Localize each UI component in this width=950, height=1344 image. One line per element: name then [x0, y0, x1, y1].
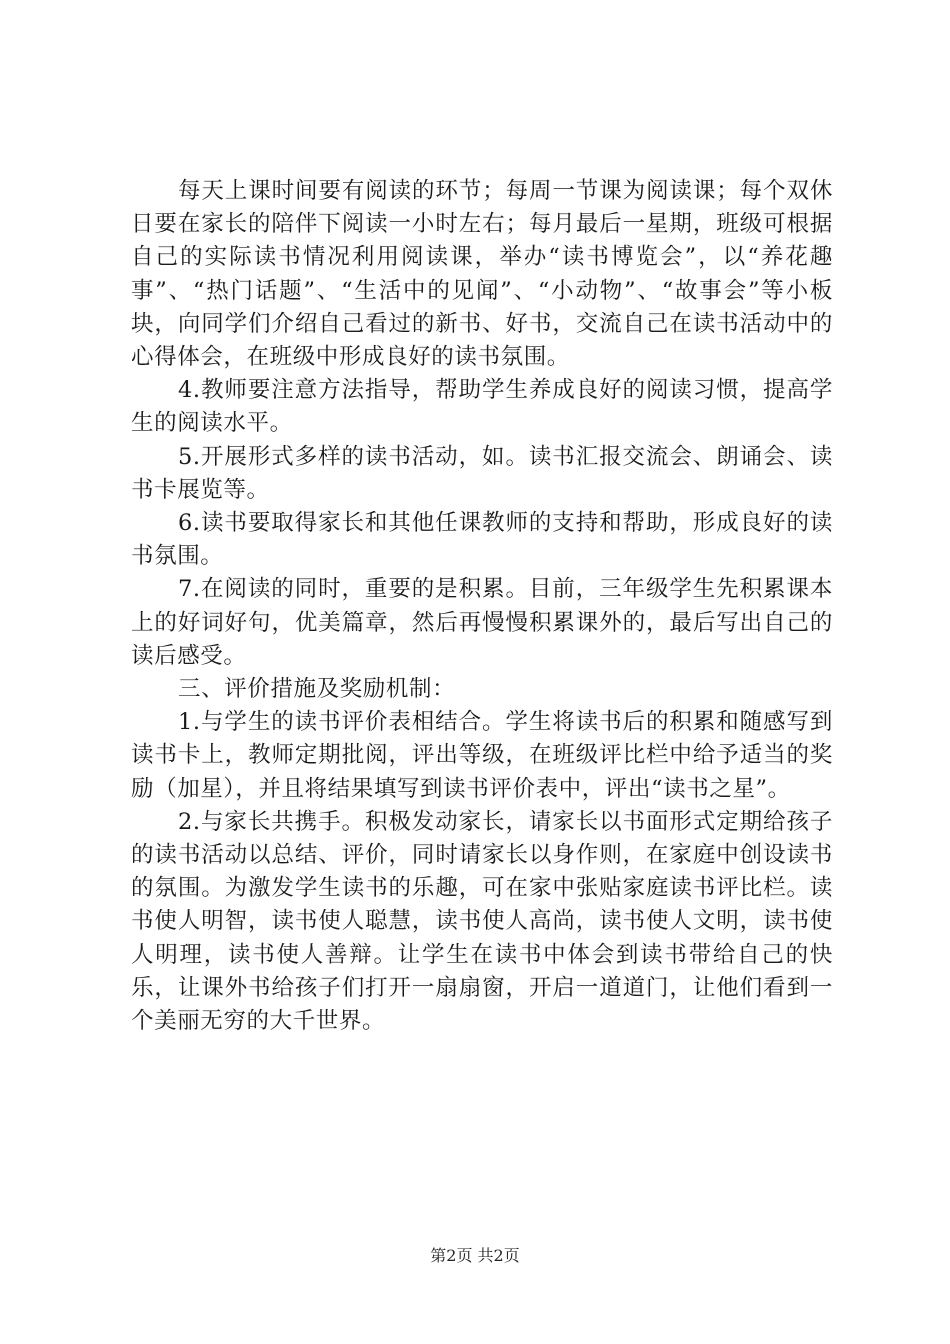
document-body	[131, 175, 833, 1038]
paragraph-evaluation-1: 1.与学生的读书评价表相结合。学生将读书后的积累和随感写到读书卡上，教师定期批阅，评出等级，在班级评比栏中给予适当的奖励（加星），并且将结果填写到读书评价表中，评出“读书之星”。	[131, 709, 833, 802]
page-number-footer: 第2页 共2页	[430, 1246, 520, 1265]
section-heading-evaluation: 三、评价措施及奖励机制：	[178, 676, 456, 703]
paragraph-item-7: 7.在阅读的同时，重要的是积累。目前，三年级学生先积累课本上的好词好句，优美篇章，然后再慢慢积累课外的，最后写出自己的读后感受。	[131, 576, 833, 669]
paragraph-reading-schedule: 每天上课时间要有阅读的环节；每周一节课为阅读课；每个双休日要在家长的陪伴下阅读一小时左右；每月最后一星期，班级可根据自己的实际读书情况利用阅读课，举办“读书博览会”，以“养花趣事”、“热门话题”、“生活中的见闻”、“小动物”、“故事会”等小板块，向同学们介绍自己看过的新书、好书，交流自己在读书活动中的心得体会，在班级中形成良好的读书氛围。	[131, 178, 833, 371]
paragraph-item-4: 4.教师要注意方法指导，帮助学生养成良好的阅读习惯，提高学生的阅读水平。	[131, 377, 833, 437]
paragraph-item-5: 5.开展形式多样的读书活动，如。读书汇报交流会、朗诵会、读书卡展览等。	[131, 443, 833, 503]
paragraph-evaluation-2: 2.与家长共携手。积极发动家长，请家长以书面形式定期给孩子的读书活动以总结、评价，同时请家长以身作则，在家庭中创设读书的氛围。为激发学生读书的乐趣，可在家中张贴家庭读书评比栏。读书使人明智，读书使人聪慧，读书使人高尚，读书使人文明，读书使人明理，读书使人善辩。让学生在读书中体会到读书带给自己的快乐，让课外书给孩子们打开一扇扇窗，开启一道道门，让他们看到一个美丽无穷的大千世界。	[131, 808, 833, 1035]
paragraph-item-6: 6.读书要取得家长和其他任课教师的支持和帮助，形成良好的读书氛围。	[131, 510, 833, 570]
